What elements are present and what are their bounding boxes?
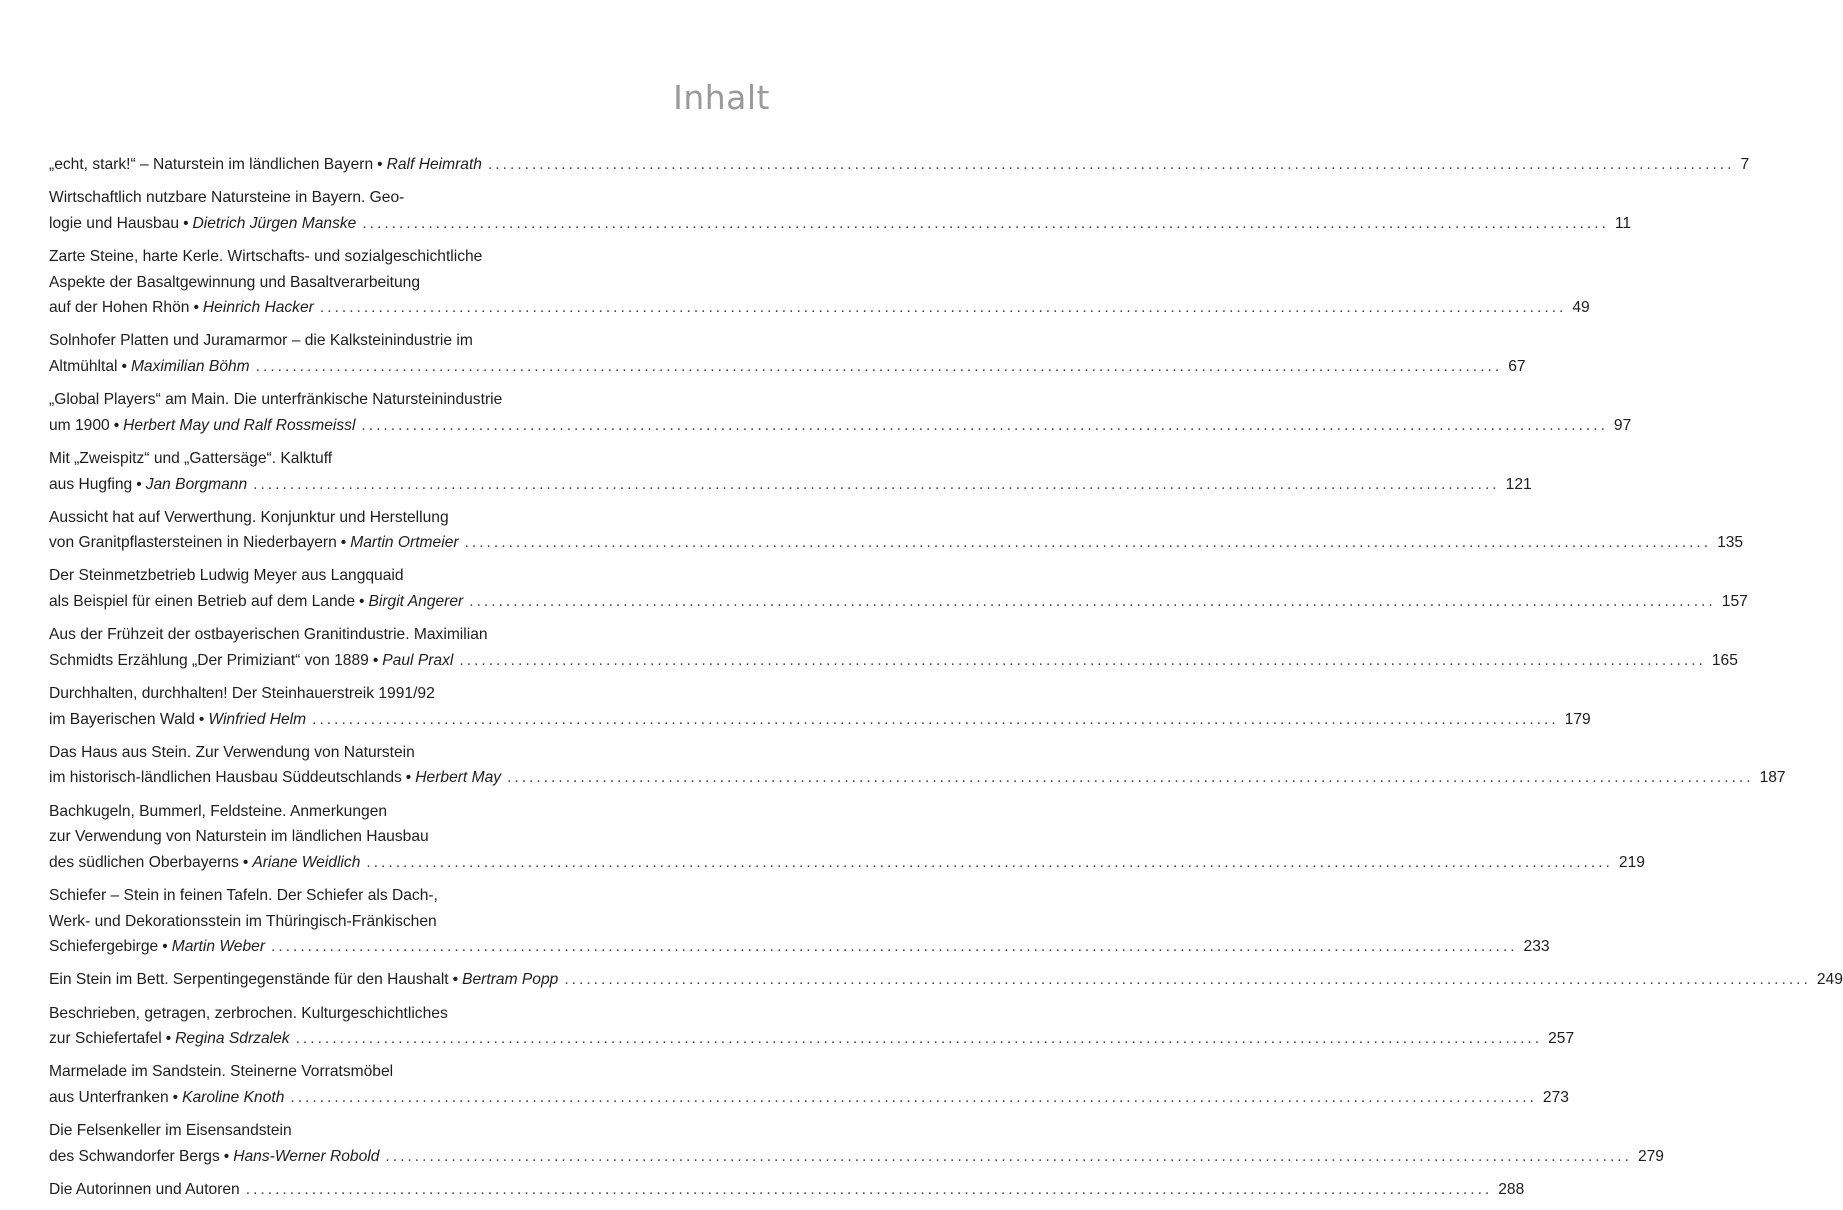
- bullet-separator: •: [165, 1030, 172, 1048]
- toc-entry-title-line: Zarte Steine, harte Kerle. Wirtschafts- und sozialgeschichtliche: [49, 247, 483, 265]
- toc-entry-last-line: [49, 707, 1591, 733]
- toc-entry-author: Herbert May und Ralf Rossmeissl: [123, 416, 356, 434]
- toc-entry-page-number: 135: [1717, 534, 1744, 552]
- toc-entry[interactable]: [49, 446, 1532, 497]
- toc-entry-author: Hans-Werner Robold: [233, 1147, 380, 1165]
- toc-entry-author: Herbert May: [415, 769, 502, 787]
- toc-entry-last-line: [49, 472, 1532, 498]
- bullet-separator: •: [377, 156, 383, 173]
- dot-leader: ..........................................................................................................................................................................: [366, 853, 1613, 871]
- toc-entry-last-line: [49, 1144, 1664, 1170]
- toc-entry-title-line: um 1900: [49, 416, 110, 434]
- toc-entry[interactable]: [49, 1001, 1575, 1052]
- toc-entry-page-number: 97: [1613, 416, 1632, 434]
- toc-entry-page-number: 165: [1711, 651, 1738, 669]
- toc-entry-page-number: 257: [1548, 1030, 1575, 1048]
- toc-entry-last-line: [49, 1026, 1575, 1052]
- toc-entry-title-line: Schiefer – Stein in feinen Tafeln. Der Schiefer als Dach-,: [49, 886, 438, 904]
- toc-entry-title-line: logie und Hausbau: [49, 214, 180, 232]
- toc-entry-title-line: Die Felsenkeller im Eisensandstein: [49, 1122, 292, 1140]
- bullet-separator: •: [121, 357, 127, 375]
- dot-leader: ..........................................................................................................................................................................: [487, 156, 1735, 173]
- bullet-separator: •: [193, 299, 199, 317]
- toc-entry-author: Heinrich Hacker: [202, 299, 314, 317]
- toc-entry[interactable]: [49, 740, 1786, 791]
- toc-entry[interactable]: [49, 563, 1748, 614]
- toc-entry-author: Regina Sdrzalek: [175, 1030, 290, 1048]
- dot-leader: ..........................................................................................................................................................................: [564, 971, 1811, 989]
- toc-entry-page-number: 157: [1721, 593, 1748, 611]
- toc-entry-author: Dietrich Jürgen Manske: [192, 214, 357, 232]
- toc-entry-title-line: von Granitpflastersteinen in Niederbayern: [49, 534, 337, 552]
- toc-entry-author: Martin Weber: [171, 938, 266, 956]
- toc-entry-title-line: Der Steinmetzbetrieb Ludwig Meyer aus Langquaid: [49, 567, 404, 585]
- dot-leader: ..........................................................................................................................................................................: [253, 475, 1500, 493]
- toc-entry-last-line: [49, 589, 1748, 615]
- toc-entry-page-number: 187: [1759, 769, 1786, 787]
- toc-entry-author: Paul Praxl: [382, 651, 454, 669]
- toc-entry-page-number: 233: [1523, 938, 1550, 956]
- dot-leader: ..........................................................................................................................................................................: [319, 299, 1567, 317]
- toc-entry-last-line: [49, 648, 1738, 674]
- bullet-separator: •: [113, 416, 120, 434]
- toc-entry-title-line: Die Autorinnen und Autoren: [49, 1181, 240, 1199]
- toc-entry-last-line: [49, 413, 1632, 439]
- dot-leader: ..........................................................................................................................................................................: [459, 651, 1706, 669]
- toc-entry-author: Karoline Knoth: [182, 1088, 285, 1106]
- toc-entry-last-line: [49, 152, 1750, 178]
- bullet-separator: •: [405, 769, 412, 787]
- toc-entry-author: Jan Borgmann: [145, 475, 248, 493]
- toc-entry-author: Ralf Heimrath: [386, 156, 482, 173]
- toc-entry[interactable]: [49, 505, 1744, 556]
- toc-entry-title-line: Schiefergebirge: [49, 938, 159, 956]
- toc-entry-page-number: 249: [1816, 971, 1843, 989]
- dot-leader: ..........................................................................................................................................................................: [362, 214, 1609, 232]
- dot-leader: ..........................................................................................................................................................................: [245, 1181, 1493, 1199]
- dot-leader: ..........................................................................................................................................................................: [312, 710, 1559, 728]
- toc-entry-last-line: [49, 354, 1526, 380]
- toc-entry-title-line: „echt, stark!“ – Naturstein im ländlichen Bayern: [49, 156, 374, 173]
- toc-entry-author: Birgit Angerer: [368, 593, 464, 611]
- toc-entry-title-line: Aus der Frühzeit der ostbayerischen Granitindustrie. Maximilian: [49, 626, 488, 644]
- toc-entry-page-number: 11: [1614, 214, 1632, 232]
- toc-entry-title-line: auf der Hohen Rhön: [49, 299, 190, 317]
- toc-entry-last-line: [49, 765, 1786, 791]
- bullet-separator: •: [242, 853, 249, 871]
- bullet-separator: •: [372, 651, 379, 669]
- toc-entry-authors[interactable]: [49, 1177, 1525, 1203]
- dot-leader: ..........................................................................................................................................................................: [464, 534, 1712, 552]
- page-title: Inhalt: [673, 78, 770, 118]
- toc-entry-title-line: Durchhalten, durchhalten! Der Steinhauerstreik 1991/92: [49, 685, 435, 703]
- toc-entry-title-line: im Bayerischen Wald: [49, 710, 195, 728]
- toc-entry-page-number: 288: [1498, 1181, 1525, 1199]
- bullet-separator: •: [340, 534, 347, 552]
- toc-entry-last-line: [49, 850, 1645, 876]
- toc-entry-last-line: [49, 1177, 1525, 1203]
- toc-entry-author: Ariane Weidlich: [252, 853, 361, 871]
- dot-leader: ..........................................................................................................................................................................: [361, 416, 1608, 434]
- toc-entry[interactable]: [49, 244, 1590, 321]
- toc-entry-title-line: Altmühltal: [49, 357, 118, 375]
- toc-entry-last-line: [49, 530, 1744, 556]
- toc-entry-title-line: Marmelade im Sandstein. Steinerne Vorratsmöbel: [49, 1063, 394, 1081]
- toc-entry-page-number: 279: [1637, 1147, 1664, 1165]
- bullet-separator: •: [172, 1088, 179, 1106]
- dot-leader: ..........................................................................................................................................................................: [290, 1088, 1537, 1106]
- toc-entry[interactable]: [49, 387, 1632, 438]
- dot-leader: ..........................................................................................................................................................................: [469, 593, 1716, 611]
- bullet-separator: •: [452, 971, 459, 989]
- toc-entry[interactable]: [49, 622, 1738, 673]
- toc-entry-page-number: 121: [1505, 475, 1532, 493]
- bullet-separator: •: [162, 938, 168, 956]
- toc-entry-last-line: [49, 967, 1843, 993]
- toc-entry-page-number: 273: [1542, 1088, 1569, 1106]
- dot-leader: ..........................................................................................................................................................................: [507, 769, 1754, 787]
- toc-entry-title-line: zur Verwendung von Naturstein im ländlichen Hausbau: [49, 828, 429, 846]
- toc-entry[interactable]: [49, 967, 1843, 993]
- toc-entry-title-line: aus Unterfranken: [49, 1088, 169, 1106]
- toc-entry-title-line: des südlichen Oberbayerns: [49, 853, 239, 871]
- toc-entry-author: Bertram Popp: [462, 971, 559, 989]
- toc-entry-title-line: aus Hugfing: [49, 475, 133, 493]
- toc-entry-author: Maximilian Böhm: [130, 357, 250, 375]
- bullet-separator: •: [223, 1147, 230, 1165]
- table-of-contents: [49, 152, 1843, 1210]
- toc-entry-title-line: Werk- und Dekorationsstein im Thüringisch-Fränkischen: [49, 912, 437, 930]
- toc-entry[interactable]: [49, 883, 1550, 960]
- toc-entry[interactable]: [49, 799, 1645, 876]
- dot-leader: ..........................................................................................................................................................................: [271, 938, 1518, 956]
- toc-entry-title-line: Das Haus aus Stein. Zur Verwendung von Naturstein: [49, 743, 415, 761]
- dot-leader: ..........................................................................................................................................................................: [295, 1030, 1543, 1048]
- toc-entry-title-line: Mit „Zweispitz“ und „Gattersäge“. Kalktuff: [49, 449, 333, 467]
- toc-entry-last-line: [49, 211, 1632, 237]
- toc-entry-title-line: als Beispiel für einen Betrieb auf dem Lande: [49, 593, 356, 611]
- toc-entry-page-number: 49: [1572, 299, 1590, 317]
- toc-entry-title-line: „Global Players“ am Main. Die unterfränkische Natursteinindustrie: [49, 391, 503, 409]
- toc-entry[interactable]: [49, 152, 1750, 178]
- toc-entry[interactable]: [49, 328, 1526, 379]
- bullet-separator: •: [183, 214, 189, 232]
- toc-entry-page-number: 7: [1740, 156, 1750, 173]
- toc-entry[interactable]: [49, 1059, 1569, 1110]
- bullet-separator: •: [359, 593, 365, 611]
- toc-entry-author: Winfried Helm: [208, 710, 307, 728]
- toc-entry-title-line: Beschrieben, getragen, zerbrochen. Kulturgeschichtliches: [49, 1004, 448, 1022]
- toc-entry-title-line: Solnhofer Platten und Juramarmor – die Kalksteinindustrie im: [49, 332, 473, 350]
- dot-leader: ..........................................................................................................................................................................: [255, 357, 1503, 375]
- dot-leader: ..........................................................................................................................................................................: [385, 1147, 1632, 1165]
- toc-entry[interactable]: [49, 185, 1632, 236]
- bullet-separator: •: [136, 475, 142, 493]
- toc-entry[interactable]: [49, 681, 1591, 732]
- toc-entry-title-line: Aspekte der Basaltgewinnung und Basaltverarbeitung: [49, 273, 421, 291]
- toc-entry-author: Martin Ortmeier: [350, 534, 459, 552]
- bullet-separator: •: [198, 710, 205, 728]
- toc-entry-last-line: [49, 934, 1550, 960]
- toc-entry-title-line: Schmidts Erzählung „Der Primiziant“ von 1889: [49, 651, 369, 669]
- toc-entry-page-number: 219: [1618, 853, 1645, 871]
- toc-entry-title-line: Aussicht hat auf Verwerthung. Konjunktur und Herstellung: [49, 508, 449, 526]
- toc-entry-title-line: Bachkugeln, Bummerl, Feldsteine. Anmerkungen: [49, 802, 388, 820]
- toc-entry-page-number: 67: [1508, 357, 1526, 375]
- toc-entry-title-line: Ein Stein im Bett. Serpentingegenstände für den Haushalt: [49, 971, 449, 989]
- toc-entry-page-number: 179: [1564, 710, 1591, 728]
- toc-entry-last-line: [49, 1085, 1569, 1111]
- toc-entry-title-line: im historisch-ländlichen Hausbau Süddeutschlands: [49, 769, 402, 787]
- toc-entry[interactable]: [49, 1118, 1664, 1169]
- toc-entry-title-line: des Schwandorfer Bergs: [49, 1147, 220, 1165]
- toc-entry-title-line: Wirtschaftlich nutzbare Natursteine in Bayern. Geo-: [49, 189, 405, 207]
- toc-entry-last-line: [49, 295, 1590, 321]
- toc-entry-title-line: zur Schiefertafel: [49, 1030, 162, 1048]
